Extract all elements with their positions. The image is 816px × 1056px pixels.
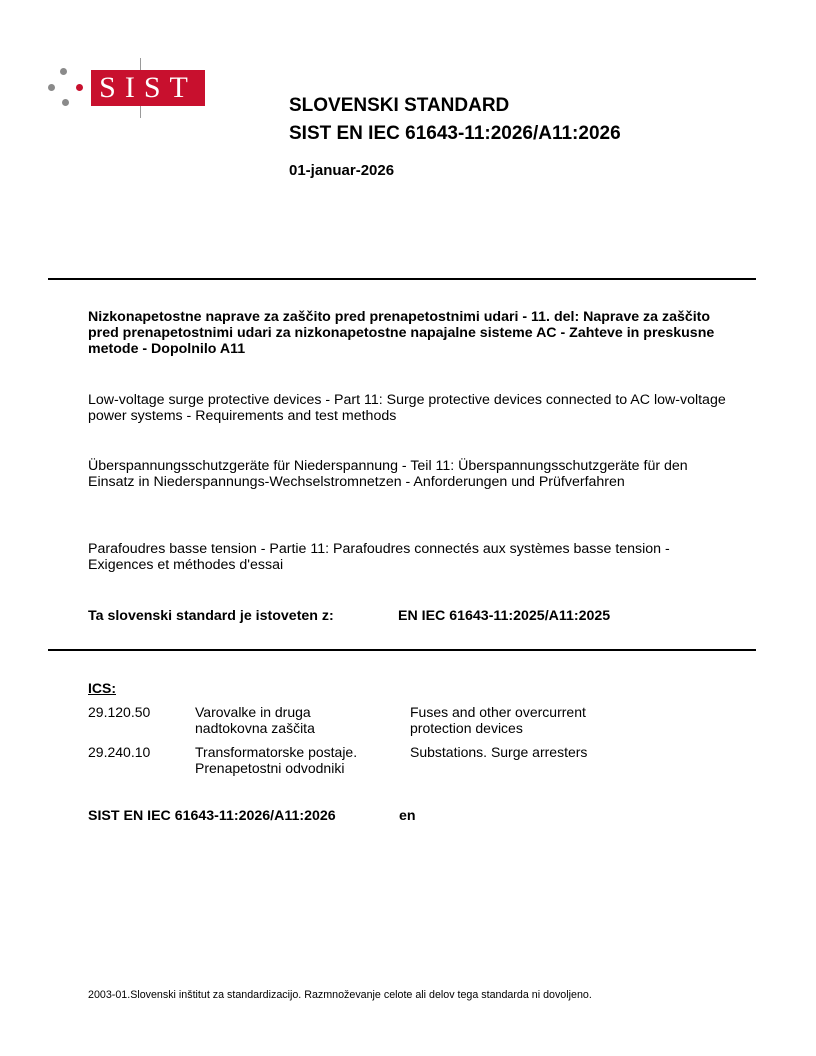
identical-label: Ta slovenski standard je istoveten z: xyxy=(88,608,334,624)
logo-dot xyxy=(62,99,69,106)
logo-dot xyxy=(48,84,55,91)
identical-value: EN IEC 61643-11:2025/A11:2025 xyxy=(398,608,611,624)
ics-description-sl: Varovalke in druga nadtokovna zaščita xyxy=(195,704,315,736)
logo-dot xyxy=(60,68,67,75)
logo-dot-red xyxy=(76,84,83,91)
bottom-rule xyxy=(48,649,756,651)
title-slovenian: Nizkonapetostne naprave za zaščito pred prenapetostnimi udari - 11. del: Naprave za zaščito pred prenapetostnimi udari za nizkonapetostne napajalne sisteme AC - Zahteve in preskusne metode - Dopolnilo A11 xyxy=(88,309,715,357)
designation-language: en xyxy=(399,808,416,824)
identical-statement xyxy=(88,608,728,624)
logo-dots xyxy=(48,66,88,110)
ics-label: ICS: xyxy=(88,680,116,696)
title-french: Parafoudres basse tension - Partie 11: Parafoudres connectés aux systèmes basse tension - Exigences et méthodes d'essai xyxy=(88,541,670,573)
designation xyxy=(88,808,728,824)
publication-date: 01-januar-2026 xyxy=(289,162,395,179)
ics-description-en: Fuses and other overcurrent protection devices xyxy=(410,704,586,736)
standard-number: SIST EN IEC 61643-11:2026/A11:2026 xyxy=(289,123,621,144)
ics-description-sl: Transformatorske postaje. Prenapetostni odvodniki xyxy=(195,744,358,776)
ics-code: 29.240.10 xyxy=(88,744,151,760)
sist-logo: SIST xyxy=(91,70,205,106)
title-english: Low-voltage surge protective devices - Part 11: Surge protective devices connected to AC low-voltage power systems - Requirements and test methods xyxy=(88,392,726,424)
top-rule xyxy=(48,278,756,280)
ics-description-en: Substations. Surge arresters xyxy=(410,744,588,760)
copyright-footer: 2003-01.Slovenski inštitut za standardizacijo. Razmnoževanje celote ali delov tega standarda ni dovoljeno. xyxy=(88,989,592,1001)
ics-code: 29.120.50 xyxy=(88,704,151,720)
designation-code: SIST EN IEC 61643-11:2026/A11:2026 xyxy=(88,808,336,824)
title-german: Überspannungsschutzgeräte für Niederspannung - Teil 11: Überspannungsschutzgeräte für den Einsatz in Niederspannungs-Wechselstromnetzen - Anforderungen und Prüfverfahren xyxy=(88,458,688,490)
standard-heading: SLOVENSKI STANDARD xyxy=(289,95,510,116)
